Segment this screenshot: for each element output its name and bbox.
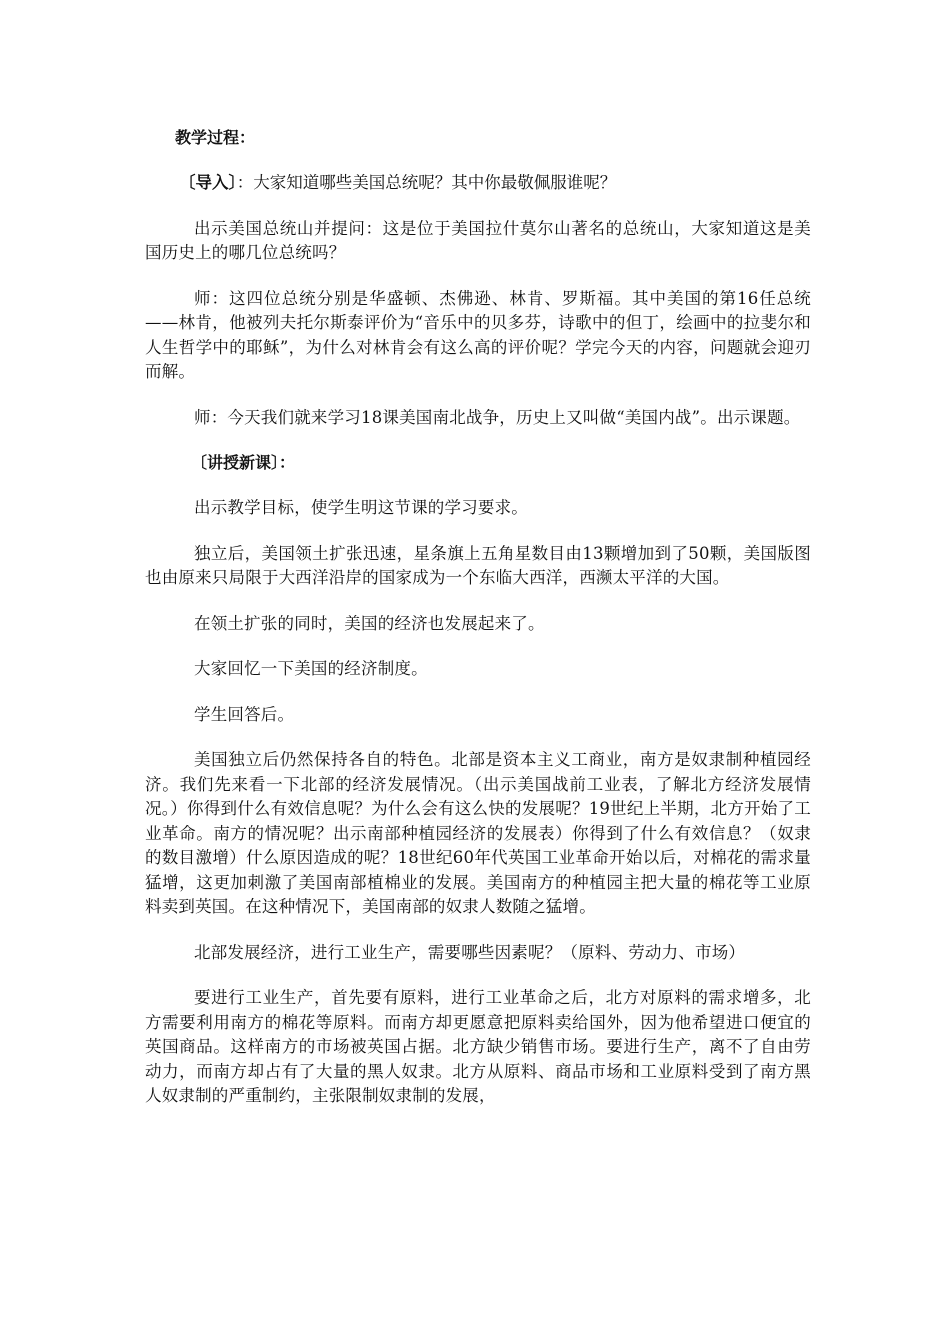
intro-text: ：大家知道哪些美国总统呢？其中你最敬佩服谁呢？ <box>236 173 617 192</box>
paragraph-2: 师：这四位总统分别是华盛顿、杰佛逊、林肯、罗斯福。其中美国的第16任总统——林肯，他被列夫托尔斯泰评价为“音乐中的贝多芬，诗歌中的但丁，绘画中的拉斐尔和人生哲学中的耶稣”，为什么对林肯会有这么高的评价呢？学完今天的内容，问题就会迎刃而解。 <box>145 288 811 381</box>
new-lesson-label: 〔讲授新课〕： <box>191 453 296 472</box>
document-page <box>145 126 811 1109</box>
paragraph-6: 在领土扩张的同时，美国的经济也发展起来了。 <box>194 613 545 633</box>
paragraph-9: 美国独立后仍然保持各自的特色。北部是资本主义工商业，南方是奴隶制种植园经济。我们先来看一下北部的经济发展情况。（出示美国战前工业表，了解北方经济发展情况。）你得到什么有效信息呢？为什么会有这么快的发展呢？19世纪上半期，北方开始了工业革命。南方的情况呢？出示南部种植园经济的发展表）你得到了什么有效信息？（奴隶的数目激增）什么原因造成的呢？18世纪60年代英国工业革命开始以后，对棉花的需求量猛增，这更加刺激了美国南部植棉业的发展。美国南方的种植园主把大量的棉花等工业原料卖到英国。在这种情况下，美国南部的奴隶人数随之猛增。 <box>145 750 811 916</box>
intro-paragraph <box>145 171 811 196</box>
paragraph-1: 出示美国总统山并提问：这是位于美国拉什莫尔山著名的总统山，大家知道这是美国历史上的哪几位总统吗？ <box>145 218 811 262</box>
paragraph-11: 要进行工业生产，首先要有原料，进行工业革命之后，北方对原料的需求增多，北方需要利用南方的棉花等原料。而南方却更愿意把原料卖给国外，因为他希望进口便宜的英国商品。这样南方的市场被英国占据。北方缺少销售市场。要进行生产，离不了自由劳动力，而南方却占有了大量的黑人奴隶。北方从原料、商品市场和工业原料受到了南方黑人奴隶制的严重制约，主张限制奴隶制的发展， <box>145 988 811 1105</box>
intro-label: 〔导入〕 <box>179 173 237 192</box>
paragraph-3: 师：今天我们就来学习18课美国南北战争，历史上又叫做“美国内战”。出示课题。 <box>194 407 801 427</box>
paragraph-10: 北部发展经济，进行工业生产，需要哪些因素呢？（原料、劳动力、市场） <box>194 942 746 962</box>
paragraph-4: 出示教学目标，使学生明这节课的学习要求。 <box>194 498 528 517</box>
paragraph-5: 独立后，美国领土扩张迅速，星条旗上五角星数目由13颗增加到了50颗，美国版图也由原来只局限于大西洋沿岸的国家成为一个东临大西洋，西濒太平洋的大国。 <box>145 543 811 587</box>
paragraph-8: 学生回答后。 <box>194 704 295 724</box>
paragraph-7: 大家回忆一下美国的经济制度。 <box>194 659 428 678</box>
section-heading: 教学过程： <box>175 128 256 147</box>
